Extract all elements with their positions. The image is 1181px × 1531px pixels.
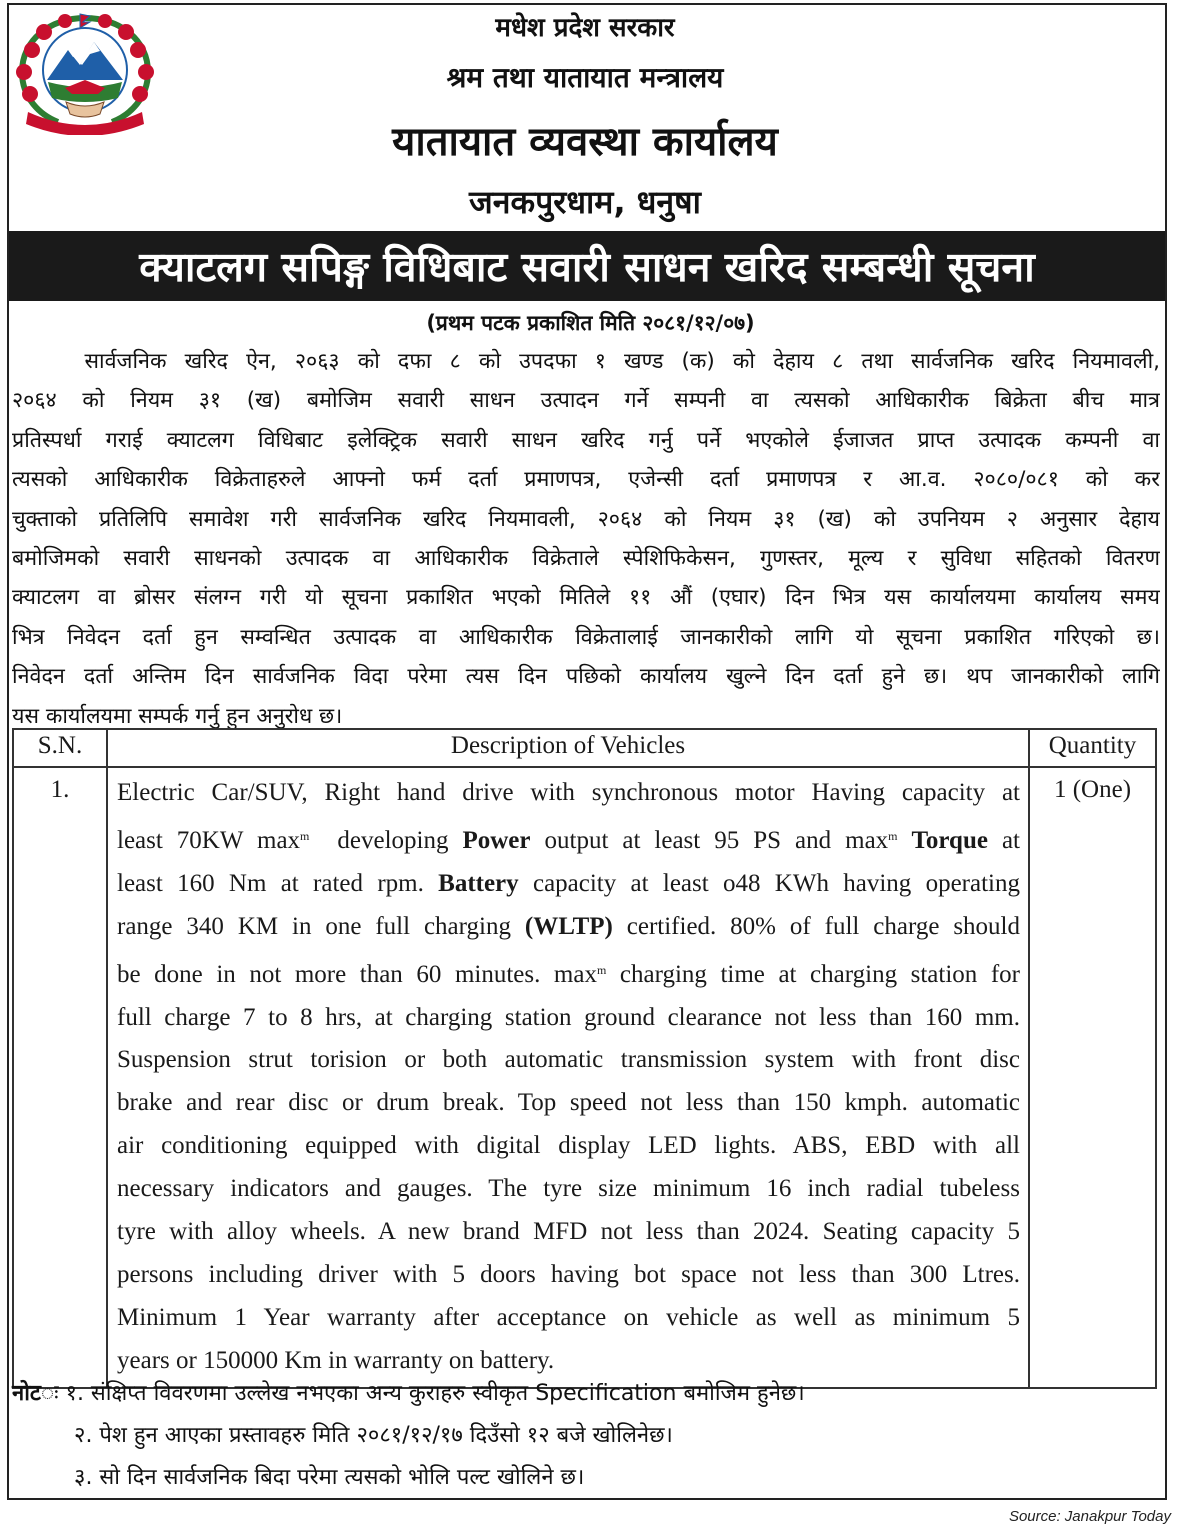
- body-line: यस कार्यालयमा सम्पर्क गर्नु हुन अनुरोध छ।: [12, 703, 343, 729]
- body-line: २०६४ को नियम ३१ (ख) बमोजिम सवारी साधन उत्पादन गर्ने सम्पनी वा त्यसको आधिकारीक बिक्रेता बीच मात्र: [12, 388, 1160, 414]
- publish-date: (प्रथम पटक प्रकाशित मिति २०८१/१२/०७): [426, 311, 755, 335]
- table-header-row: [13, 729, 1156, 767]
- description-line: persons including driver with 5 doors having bot space not less than 300 Ltres.: [117, 1260, 1020, 1288]
- cell-description: [107, 767, 1029, 1388]
- body-line: बमोजिमको सवारी साधनको उत्पादक वा आधिकारीक विक्रेताले स्पेशिफिकेसन, गुणस्तर, मूल्य र सुविधा सहितको वितरण: [12, 546, 1160, 572]
- body-line: निवेदन दर्ता अन्तिम दिन सार्वजनिक विदा परेमा त्यस दिन पछिको कार्यालय खुल्ने दिन दर्ता हुने छ। थप जानकारीको लागि: [12, 664, 1160, 690]
- description-line: least 70KW $\max^m$ developing Power output at least 95 PS and $\max^m$ Torque at: [117, 826, 1020, 854]
- description-line: tyre with alloy wheels. A new brand MFD not less than 2024. Seating capacity 5: [117, 1218, 1020, 1246]
- description-line: brake and rear disc or drum break. Top speed not less than 150 kmph. automatic: [117, 1089, 1020, 1117]
- notes-label: नोट: [12, 1381, 41, 1406]
- note-item: नोटः १. संक्षिप्त विवरणमा उल्लेख नभएका अन्य कुराहरु स्वीकृत Specification बमोजिम हुनेछ।: [12, 1381, 805, 1406]
- description-line: Suspension strut torision or both automatic transmission system with front disc: [117, 1046, 1020, 1074]
- emblem-mountains: [43, 28, 127, 112]
- description-line: be done in not more than 60 minutes. $\max^m$ charging time at charging station for: [117, 960, 1021, 988]
- description-line: least 160 Nm at rated rpm. Battery capacity at least o48 KWh having operating: [117, 869, 1020, 897]
- body-line: क्याटलग वा ब्रोसर संलग्न गरी यो सूचना प्रकाशित भएको मितिले ११ औं (एघार) दिन भित्र यस कार्यालयमा कार्यालय समय: [12, 585, 1160, 611]
- body-line: प्रतिस्पर्धा गराई क्याटलग विधिबाट इलेक्ट्रिक सवारी साधन खरिद गर्नु पर्ने भएकोले ईजाजत प्राप्त उत्पादक कम्पनी वा: [12, 427, 1160, 453]
- body-line: त्यसको आधिकारीक विक्रेताहरुले आफ्नो फर्म दर्ता प्रमाणपत्र, एजेन्सी दर्ता प्रमाणपत्र र आ.व. २०८०/०८१ को कर: [12, 467, 1160, 493]
- table-row: [13, 767, 1156, 1388]
- description-line: air conditioning equipped with digital display LED lights. ABS, EBD with all: [117, 1132, 1020, 1160]
- body-line: भित्र निवेदन दर्ता हुन सम्वन्धित उत्पादक वा आधिकारीक विक्रेतालाई जानकारीको लागि यो सूचना प्रकाशित गरिएको छ।: [12, 624, 1160, 650]
- notice-body: [12, 342, 1160, 736]
- office-location: जनकपुरधाम, धनुषा: [469, 183, 701, 221]
- notice-title: क्याटलग सपिङ्ग विधिबाट सवारी साधन खरिद सम्बन्धी सूचना: [9, 231, 1165, 301]
- nepal-emblem: [10, 10, 160, 135]
- body-line: चुक्ताको प्रतिलिपि समावेश गरी सार्वजनिक खरिद नियमावली, २०६४ को नियम ३१ (ख) को उपनियम २ अनुसार देहाय: [12, 506, 1160, 532]
- notes-section: [12, 1373, 805, 1499]
- vehicle-table: [12, 728, 1157, 1389]
- header-description: Description of Vehicles: [107, 729, 1029, 767]
- cell-quantity: 1 (One): [1029, 767, 1156, 1388]
- header-quantity: Quantity: [1029, 729, 1156, 767]
- source-credit: Source: Janakpur Today: [1008, 1508, 1171, 1525]
- cell-sn: 1.: [13, 767, 107, 1388]
- ministry-name: श्रम तथा यातायात मन्त्रालय: [446, 61, 724, 94]
- note-item: ३. सो दिन सार्वजनिक बिदा परेमा त्यसको भोलि पल्ट खोलिने छ।: [74, 1465, 585, 1490]
- description-line: range 340 KM in one full charging (WLTP) certified. 80% of full charge should: [117, 912, 1020, 940]
- body-line: सार्वजनिक खरिद ऐन, २०६३ को दफा ८ को उपदफा १ खण्ड (क) को देहाय ८ तथा सार्वजनिक खरिद नियमावली,: [12, 349, 1160, 374]
- government-name: मधेश प्रदेश सरकार: [495, 13, 675, 43]
- description-line: full charge 7 to 8 hrs, at charging station ground clearance not less than 160 mm.: [117, 1003, 1020, 1031]
- description-line: necessary indicators and gauges. The tyre size minimum 16 inch radial tubeless: [117, 1175, 1020, 1203]
- office-name: यातायात व्यवस्था कार्यालय: [392, 119, 778, 165]
- note-item: २. पेश हुन आएका प्रस्तावहरु मिति २०८१/१२/१७ दिउँसो १२ बजे खोलिनेछ।: [74, 1423, 673, 1448]
- header-sn: S.N.: [13, 729, 107, 767]
- description-line: Electric Car/SUV, Right hand drive with synchronous motor Having capacity at: [117, 779, 1020, 806]
- description-line: years or 150000 Km in warranty on battery.: [117, 1346, 555, 1374]
- description-line: Minimum 1 Year warranty after acceptance on vehicle as well as minimum 5: [117, 1303, 1020, 1331]
